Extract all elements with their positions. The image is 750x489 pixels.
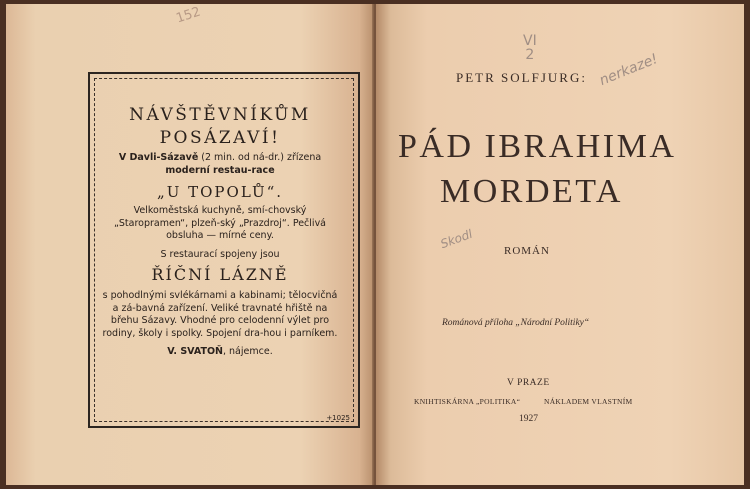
ad-intro (100, 152, 340, 177)
ad-intro-place: V Davli-Sázavě (118, 152, 199, 163)
publisher-note: NÁKLADEM VLASTNÍM (544, 397, 633, 406)
book-title (398, 124, 698, 214)
ad-heading-line1: NÁVŠTĚVNÍKŮM (129, 105, 311, 125)
ad-intro-rest: (2 min. od ná-dr.) zřízena (198, 152, 322, 163)
pencil-scrawl: nerkaze! (597, 51, 661, 89)
advertisement-content (100, 104, 340, 367)
pencil-number-top: VI (523, 33, 537, 49)
printer-name: KNIHTISKÁRNA „POLITIKA“ (414, 397, 521, 406)
publication-year: 1927 (519, 414, 538, 424)
author-name: PETR SOLFJURG: (456, 70, 587, 85)
ad-signature-role: , nájemce. (223, 346, 273, 357)
ad-signature (100, 346, 340, 357)
advertisement-frame (88, 72, 360, 428)
ad-baths-heading: ŘÍČNÍ LÁZNĚ (151, 265, 289, 284)
pencil-shelf-number (523, 34, 537, 62)
supplement-note: Románová příloha „Národní Politiky“ (442, 318, 590, 328)
ad-connected: S restaurací spojeny jsou (160, 248, 280, 260)
ad-intro-tail: moderní restau-race (165, 164, 275, 176)
ad-description: Velkoměstská kuchyně, smí-chovský „Staropramen“, plzeň-ský „Prazdroj“. Pečlivá obsluha — mírné ceny. (113, 205, 327, 241)
ad-code: +1025 (326, 414, 350, 422)
ad-baths-description: s pohodlnými svlékárnami a kabinami; tělocvičná a zá-bavná zařízení. Veliké travnaté hřiště na břehu Sázavy. Vhodné pro celodenní výlet pro rodiny, školy i spolky. Spojení dra-hou i parníkem. (102, 290, 338, 339)
pencil-number-bottom: 2 (525, 47, 535, 63)
pencil-mark-left: 152 (174, 4, 203, 27)
pencil-stamp: Skodl (438, 226, 475, 252)
ad-signature-name: V. SVATOŇ (167, 346, 223, 357)
ad-restaurant-name: „U TOPOLŮ“. (156, 183, 284, 201)
ad-heading-line2: POSÁZAVÍ! (159, 128, 281, 148)
publication-city: V PRAZE (507, 378, 550, 388)
title-line2: MORDETA (440, 173, 623, 210)
title-line1: PÁD IBRAHIMA (398, 128, 677, 165)
genre-label: ROMÁN (504, 245, 550, 257)
